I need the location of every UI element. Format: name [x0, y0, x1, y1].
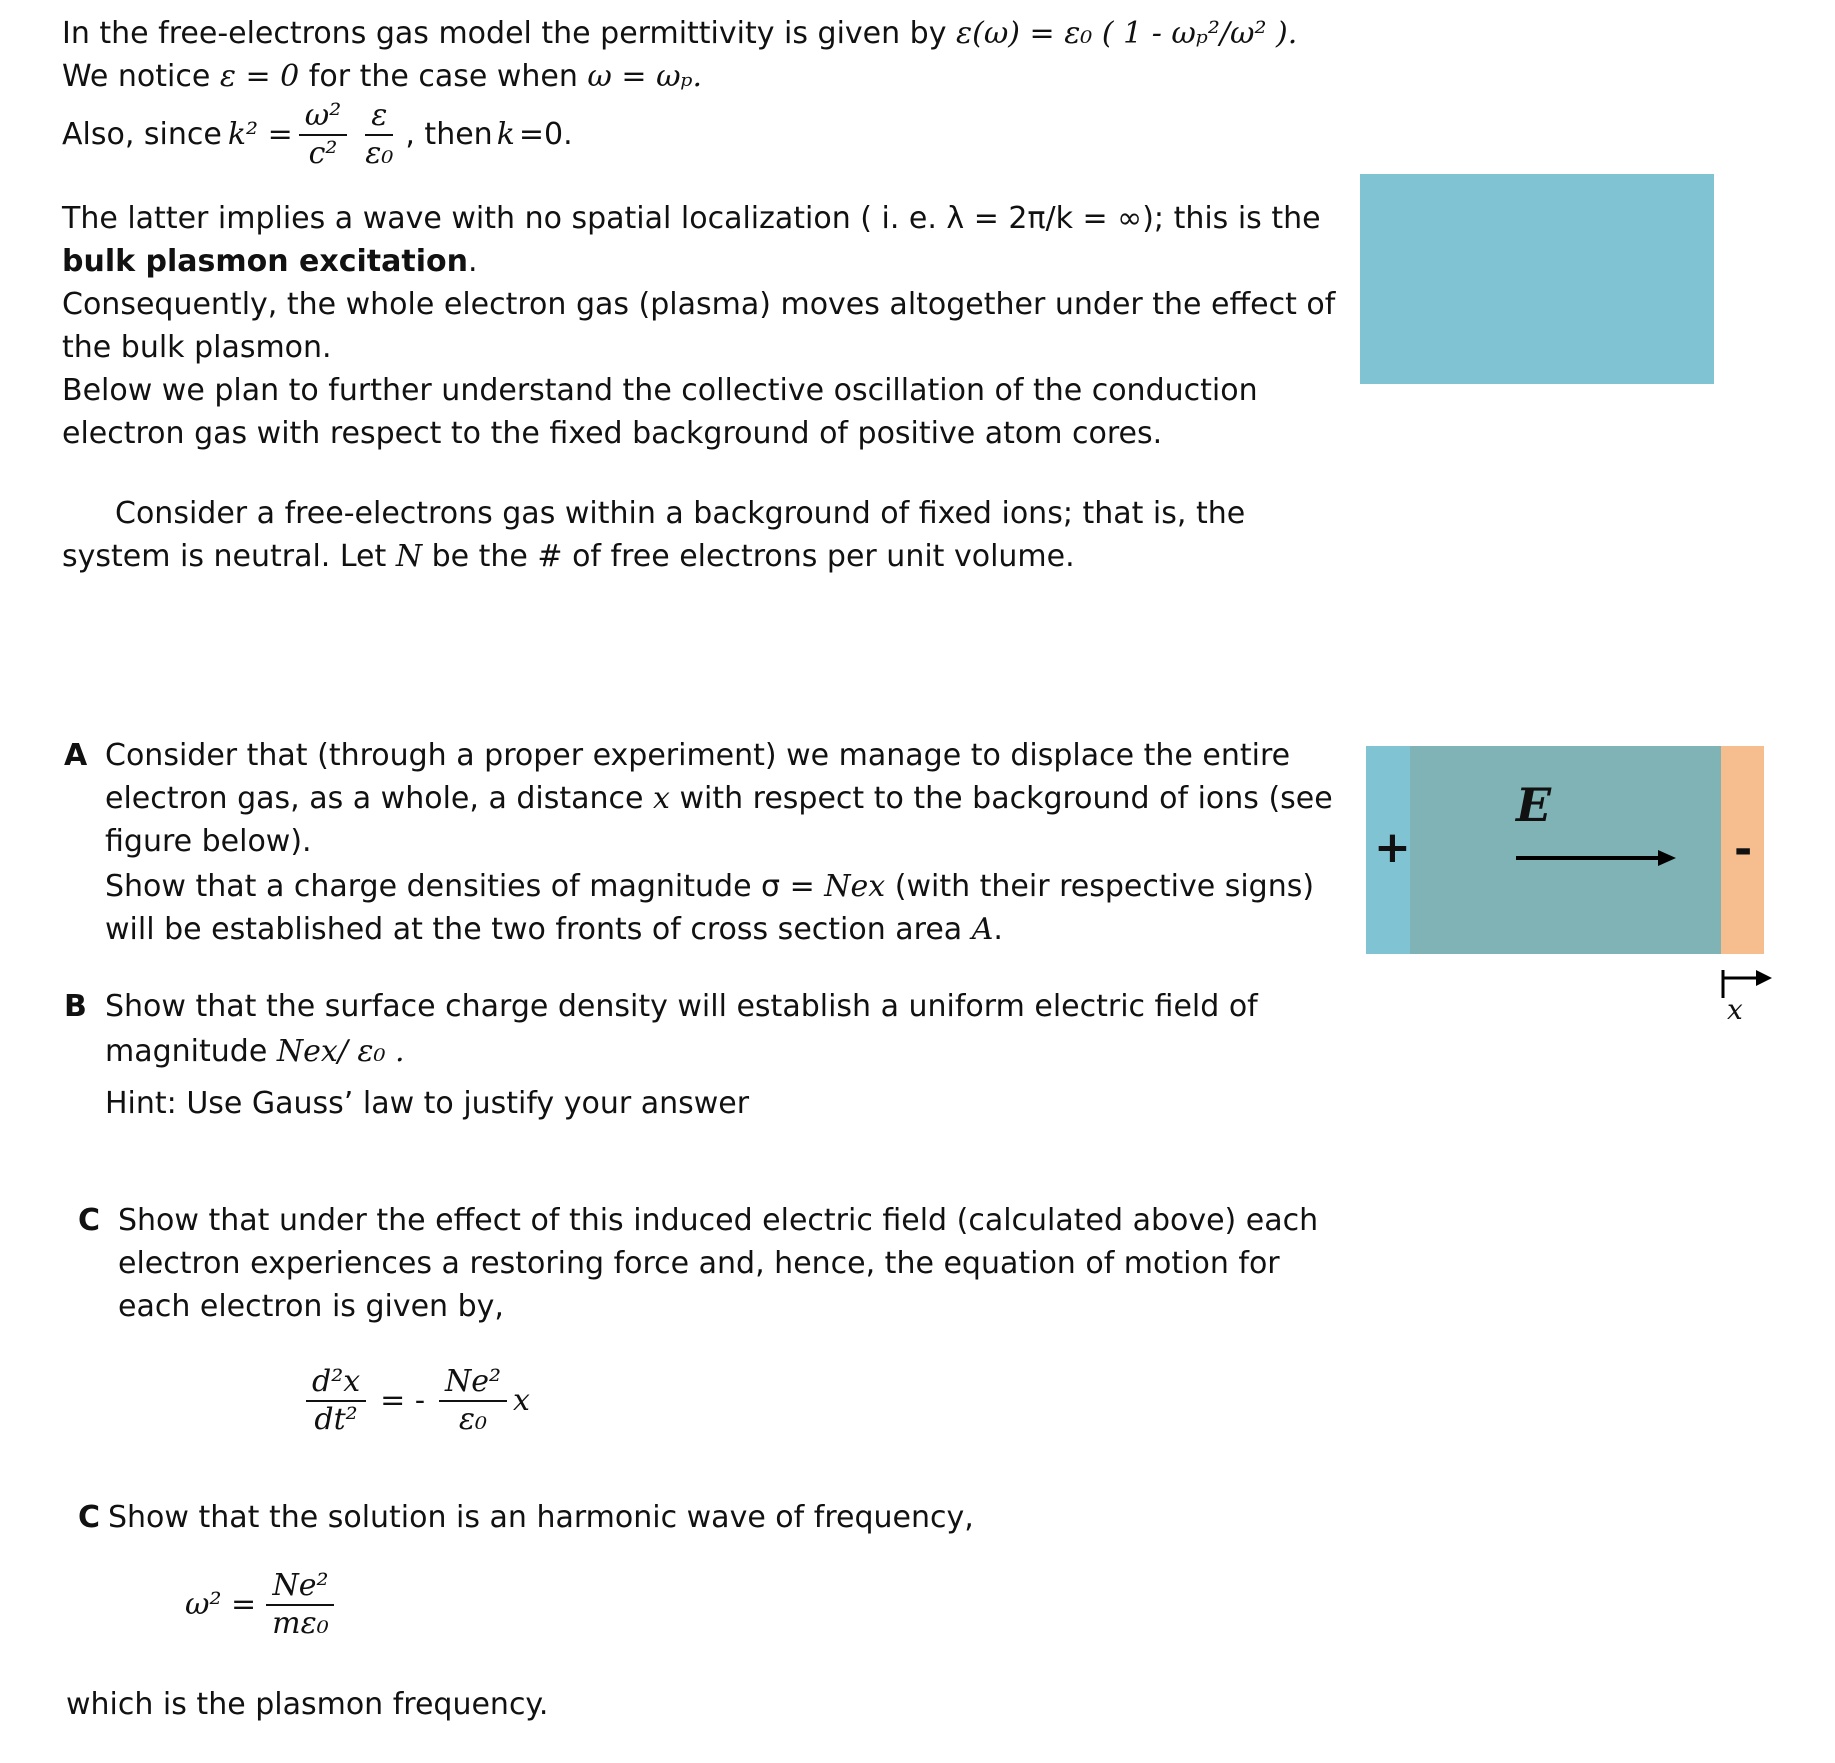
part-a-line-2 [105, 777, 1333, 820]
part-a-label: A [64, 738, 88, 773]
epsilon-zero-formula: ε = 0 [219, 59, 300, 94]
plasmon-frequency-equation [185, 1568, 341, 1642]
fraction-numerator: d²x [306, 1364, 366, 1402]
field-arrow-icon [1516, 846, 1676, 870]
plasmon-fraction [266, 1568, 335, 1642]
consider-line-2-b: be the # of free electrons per unit volume. [422, 539, 1075, 574]
part-a-line-2-b: with respect to the background of ions (see [669, 781, 1333, 816]
consequently-line-2: the bulk plasmon. [62, 330, 332, 365]
part-c1-label: C [78, 1203, 101, 1238]
consider-line-1: Consider a free-electrons gas within a background of fixed ions; that is, the [115, 496, 1246, 531]
intro-line-2 [62, 55, 702, 98]
fraction-denominator: c² [308, 136, 338, 171]
intro-line-1-text: In the free-electrons gas model the permittivity is given by [62, 16, 957, 51]
omega-over-c-fraction [299, 98, 348, 172]
also-text: Also, since [62, 117, 222, 152]
bulk-line [62, 240, 478, 283]
epsilon-ratio-fraction [359, 98, 399, 172]
closing-line: which is the plasmon frequency. [66, 1687, 549, 1722]
field-magnitude-formula: Nex/ ε₀ . [276, 1034, 405, 1069]
omega-p-formula: ω = ωₚ. [587, 59, 703, 94]
below-line-1: Below we plan to further understand the collective oscillation of the conduction [62, 373, 1258, 408]
part-a-line-4-b: (with their respective signs) [885, 869, 1315, 904]
plus-sign: + [1374, 822, 1411, 873]
part-a-line-5-b: . [993, 912, 1003, 947]
fraction-denominator: dt² [314, 1402, 358, 1437]
part-a-line-4 [105, 865, 1314, 908]
fraction-numerator: ε [365, 98, 393, 136]
n-symbol: N [395, 539, 423, 574]
equation-of-motion [300, 1364, 530, 1438]
part-c2-line-1: Show that the solution is an harmonic wave of frequency, [108, 1500, 974, 1535]
part-a-line-2-a: electron gas, as a whole, a distance [105, 781, 654, 816]
equals-minus: = - [380, 1383, 425, 1418]
below-line-2: electron gas with respect to the fixed background of positive atom cores. [62, 416, 1163, 451]
part-b-line-2-a: magnitude [105, 1034, 277, 1069]
nex-symbol: Nex [824, 869, 886, 904]
electron-gas-figure [1366, 746, 1764, 954]
fraction-numerator: Ne² [439, 1364, 507, 1402]
x-symbol: x [653, 781, 670, 816]
consequently-line-1: Consequently, the whole electron gas (plasma) moves altogether under the effect of [62, 287, 1336, 322]
part-b-label: B [64, 989, 87, 1024]
top-teal-box [1360, 174, 1714, 384]
intro-line-1 [62, 12, 1297, 55]
a-symbol: A [971, 912, 994, 947]
k-squared: k² = [227, 117, 293, 152]
fraction-numerator: ω² [299, 98, 348, 136]
part-b-line-2 [105, 1030, 405, 1073]
consider-line-2 [62, 535, 1075, 578]
second-derivative-fraction [306, 1364, 366, 1438]
part-a-line-3: figure below). [105, 824, 312, 859]
permittivity-formula: ε(ω) = ε₀ ( 1 - ωₚ²/ω² ). [956, 16, 1298, 51]
intro-also-line [62, 98, 573, 172]
then-text: , then [405, 117, 493, 152]
part-b-hint: Hint: Use Gauss’ law to justify your answer [105, 1086, 750, 1121]
intro-line-2-mid: for the case when [299, 59, 588, 94]
bulk-plasmon-bold: bulk plasmon excitation [62, 244, 468, 279]
k-zero-text: =0. [518, 117, 573, 152]
latter-line: The latter implies a wave with no spatial localization ( i. e. λ = 2π/k = ∞); this is the [62, 201, 1321, 236]
k-symbol: k [496, 117, 515, 152]
part-a-line-1: Consider that (through a proper experiment) we manage to displace the entire [105, 738, 1291, 773]
part-c1-line-2: electron experiences a restoring force and, hence, the equation of motion for [118, 1246, 1280, 1281]
ne2-over-eps-fraction [439, 1364, 507, 1438]
fraction-denominator: ε₀ [458, 1402, 488, 1437]
fraction-denominator: mε₀ [272, 1606, 329, 1641]
part-a-line-5-a: will be established at the two fronts of cross section area [105, 912, 972, 947]
part-c1-line-3: each electron is given by, [118, 1289, 504, 1324]
part-a-line-5 [105, 908, 1003, 951]
field-label: E [1516, 778, 1552, 832]
x-axis-label: x [1727, 993, 1743, 1026]
bulk-dot: . [467, 244, 478, 279]
intro-line-2-text: We notice [62, 59, 220, 94]
part-c2-label: C [78, 1500, 101, 1535]
part-a-line-4-a: Show that a charge densities of magnitude σ = [105, 869, 825, 904]
fraction-numerator: Ne² [266, 1568, 334, 1606]
fraction-denominator: ε₀ [365, 136, 394, 171]
part-b-line-1: Show that the surface charge density will establish a uniform electric field of [105, 989, 1258, 1024]
omega-squared: ω² = [185, 1587, 257, 1622]
minus-sign: - [1734, 824, 1753, 875]
part-c1-line-1: Show that under the effect of this induced electric field (calculated above) each [118, 1203, 1319, 1238]
consider-line-2-a: system is neutral. Let [62, 539, 396, 574]
x-term: x [513, 1383, 530, 1418]
